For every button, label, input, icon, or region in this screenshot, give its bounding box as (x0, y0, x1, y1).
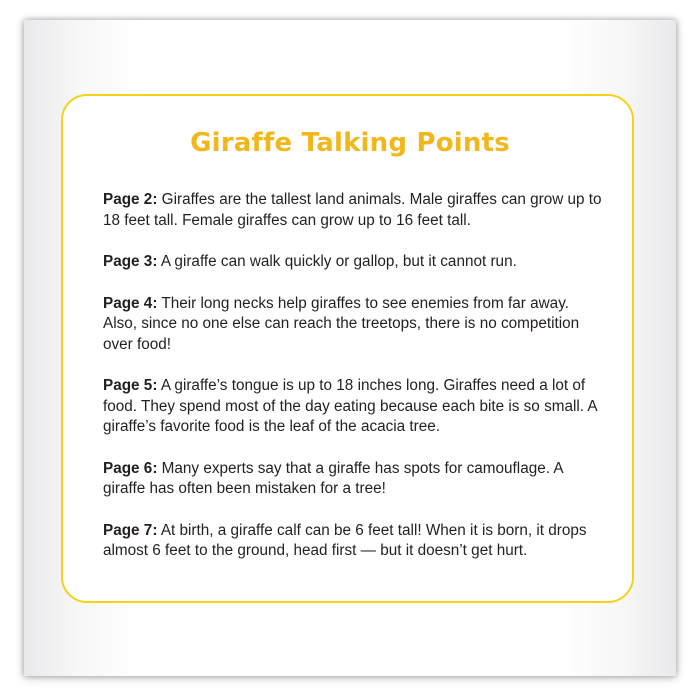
talking-point-page-3 (103, 252, 603, 273)
talking-point-page-4 (103, 294, 603, 356)
point-label: Page 5: (103, 377, 158, 394)
point-label: Page 2: (103, 191, 158, 208)
talking-point-page-2 (103, 190, 603, 231)
point-text: At birth, a giraffe calf can be 6 feet tall! When it is born, it drops almost 6 feet to the ground, head first — but it doesn’t get hurt. (103, 521, 587, 559)
point-label: Page 7: (103, 521, 158, 539)
talking-point-page-7 (103, 521, 603, 562)
talking-point-page-6 (103, 459, 603, 500)
page-title: Giraffe Talking Points (190, 128, 510, 158)
talking-point-page-5 (103, 376, 603, 438)
point-text: A giraffe’s tongue is up to 18 inches long. Giraffes need a lot of food. They spend most of the day eating because each bite is so small. A giraffe’s favorite food is the leaf of the acacia tree. (103, 377, 597, 435)
point-text: Giraffes are the tallest land animals. Male giraffes can grow up to 18 feet tall. Female giraffes can grow up to 16 feet tall. (103, 191, 602, 229)
point-text: Their long necks help giraffes to see enemies from far away. Also, since no one else can reach the treetops, there is no competition over food! (103, 294, 580, 353)
point-label: Page 6: (103, 459, 158, 477)
point-label: Page 3: (103, 253, 158, 270)
point-text: Many experts say that a giraffe has spots for camouflage. A giraffe has often been mistaken for a tree! (103, 459, 563, 497)
point-text: A giraffe can walk quickly or gallop, but it cannot run. (160, 253, 517, 270)
talking-points-list (103, 190, 603, 583)
point-label: Page 4: (103, 294, 158, 312)
